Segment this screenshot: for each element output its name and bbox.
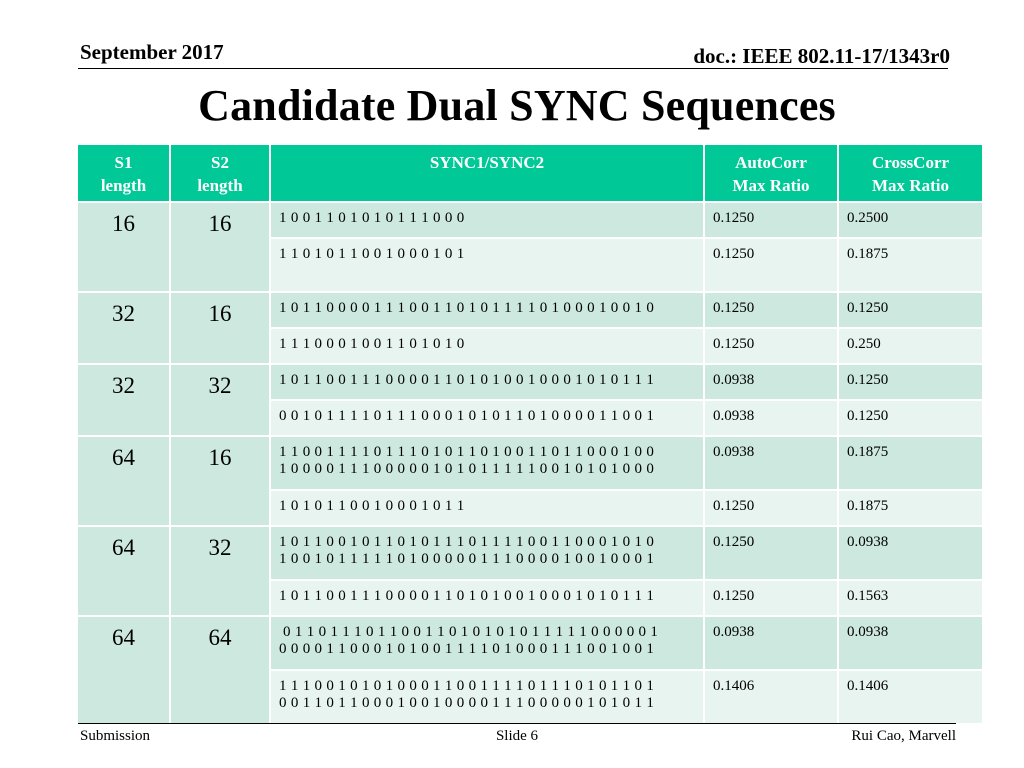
crosscorr-cell: 0.1875 bbox=[838, 490, 982, 526]
autocorr-cell: 0.0938 bbox=[704, 364, 838, 400]
table-header-row bbox=[78, 145, 982, 202]
crosscorr-cell: 0.0938 bbox=[838, 526, 982, 580]
sync-sequence-cell: 1 0 1 1 0 0 1 0 1 1 0 1 0 1 1 1 0 1 1 1 1 0 0 1 1 0 0 0 1 0 1 0 1 0 0 1 0 1 1 1 1 1 0 1 0 0 0 0 0 1 1 1 0 0 0 0 1 0 0 1 0 0 0 1 bbox=[270, 526, 704, 580]
col-header-autocorr: AutoCorr Max Ratio bbox=[704, 145, 838, 202]
s2-length-cell: 32 bbox=[170, 526, 270, 616]
footer-submission: Submission bbox=[80, 728, 151, 744]
autocorr-cell: 0.0938 bbox=[704, 616, 838, 670]
crosscorr-cell: 0.1250 bbox=[838, 292, 982, 328]
autocorr-cell: 0.1250 bbox=[704, 238, 838, 292]
s1-length-cell: 64 bbox=[78, 436, 170, 526]
autocorr-cell: 0.1250 bbox=[704, 526, 838, 580]
autocorr-cell: 0.0938 bbox=[704, 436, 838, 490]
crosscorr-cell: 0.1563 bbox=[838, 580, 982, 616]
crosscorr-cell: 0.1875 bbox=[838, 238, 982, 292]
sync-sequence-table bbox=[78, 145, 982, 723]
s2-length-cell: 16 bbox=[170, 436, 270, 526]
crosscorr-cell: 0.1250 bbox=[838, 400, 982, 436]
col-header-s2-length: S2 length bbox=[170, 145, 270, 202]
sync-sequence-cell: 1 1 0 1 0 1 1 0 0 1 0 0 0 1 0 1 bbox=[270, 238, 704, 292]
footer-divider bbox=[78, 723, 956, 724]
crosscorr-cell: 0.1406 bbox=[838, 670, 982, 723]
crosscorr-cell: 0.250 bbox=[838, 328, 982, 364]
crosscorr-cell: 0.1875 bbox=[838, 436, 982, 490]
sync-sequence-cell: 0 0 1 0 1 1 1 1 0 1 1 1 0 0 0 1 0 1 0 1 1 0 1 0 0 0 0 1 1 0 0 1 bbox=[270, 400, 704, 436]
table-row bbox=[78, 616, 982, 670]
table-row bbox=[78, 202, 982, 238]
s1-length-cell: 64 bbox=[78, 526, 170, 616]
table-row bbox=[78, 292, 982, 328]
crosscorr-cell: 0.1250 bbox=[838, 364, 982, 400]
sync-sequence-cell: 0 1 1 0 1 1 1 0 1 1 0 0 1 1 0 1 0 1 0 1 0 1 1 1 1 1 0 0 0 0 0 1 0 0 0 0 1 1 0 0 0 1 0 1 0 0 1 1 1 1 0 1 0 0 0 1 1 1 0 0 1 0 0 1 bbox=[270, 616, 704, 670]
header-doc-id: doc.: IEEE 802.11-17/1343r0 bbox=[693, 44, 950, 68]
header-date: September 2017 bbox=[80, 40, 224, 64]
sync-sequence-cell: 1 1 1 0 0 1 0 1 0 1 0 0 0 1 1 0 0 1 1 1 1 0 1 1 1 0 1 0 1 1 0 1 0 0 1 1 0 1 1 0 0 0 1 0 0 1 0 0 0 0 1 1 1 0 0 0 0 0 1 0 1 0 1 1 bbox=[270, 670, 704, 723]
sync-sequence-cell: 1 1 1 0 0 0 1 0 0 1 1 0 1 0 1 0 bbox=[270, 328, 704, 364]
sync-sequence-cell: 1 0 0 1 1 0 1 0 1 0 1 1 1 0 0 0 bbox=[270, 202, 704, 238]
sync-sequence-cell: 1 0 1 1 0 0 0 0 1 1 1 0 0 1 1 0 1 0 1 1 1 1 0 1 0 0 0 1 0 0 1 0 bbox=[270, 292, 704, 328]
slide-title: Candidate Dual SYNC Sequences bbox=[198, 81, 836, 130]
sync-sequence-cell: 1 0 1 1 0 0 1 1 1 0 0 0 0 1 1 0 1 0 1 0 0 1 0 0 0 1 0 1 0 1 1 1 bbox=[270, 364, 704, 400]
s2-length-cell: 16 bbox=[170, 202, 270, 292]
s1-length-cell: 16 bbox=[78, 202, 170, 292]
autocorr-cell: 0.1250 bbox=[704, 580, 838, 616]
autocorr-cell: 0.1250 bbox=[704, 328, 838, 364]
crosscorr-cell: 0.0938 bbox=[838, 616, 982, 670]
sync-sequence-cell: 1 0 1 1 0 0 1 1 1 0 0 0 0 1 1 0 1 0 1 0 0 1 0 0 0 1 0 1 0 1 1 1 bbox=[270, 580, 704, 616]
col-header-crosscorr: CrossCorr Max Ratio bbox=[838, 145, 982, 202]
sync-sequence-cell: 1 0 1 0 1 1 0 0 1 0 0 0 1 0 1 1 bbox=[270, 490, 704, 526]
col-header-s1-length: S1 length bbox=[78, 145, 170, 202]
table-row bbox=[78, 436, 982, 490]
s1-length-cell: 32 bbox=[78, 292, 170, 364]
autocorr-cell: 0.1250 bbox=[704, 490, 838, 526]
crosscorr-cell: 0.2500 bbox=[838, 202, 982, 238]
autocorr-cell: 0.0938 bbox=[704, 400, 838, 436]
autocorr-cell: 0.1250 bbox=[704, 202, 838, 238]
autocorr-cell: 0.1250 bbox=[704, 292, 838, 328]
s1-length-cell: 64 bbox=[78, 616, 170, 723]
s2-length-cell: 16 bbox=[170, 292, 270, 364]
s1-length-cell: 32 bbox=[78, 364, 170, 436]
s2-length-cell: 32 bbox=[170, 364, 270, 436]
table-row bbox=[78, 526, 982, 580]
footer-author: Rui Cao, Marvell bbox=[851, 728, 956, 744]
table-row bbox=[78, 364, 982, 400]
sync-sequence-cell: 1 1 0 0 1 1 1 1 0 1 1 1 0 1 0 1 1 0 1 0 0 1 1 0 1 1 0 0 0 1 0 0 1 0 0 0 0 1 1 1 0 0 0 0 0 1 0 1 0 1 1 1 1 1 0 0 1 0 1 0 1 0 0 0 bbox=[270, 436, 704, 490]
autocorr-cell: 0.1406 bbox=[704, 670, 838, 723]
header-divider bbox=[78, 68, 948, 69]
col-header-sync-sequence: SYNC1/SYNC2 bbox=[270, 145, 704, 202]
footer-slide-number: Slide 6 bbox=[495, 728, 539, 744]
s2-length-cell: 64 bbox=[170, 616, 270, 723]
